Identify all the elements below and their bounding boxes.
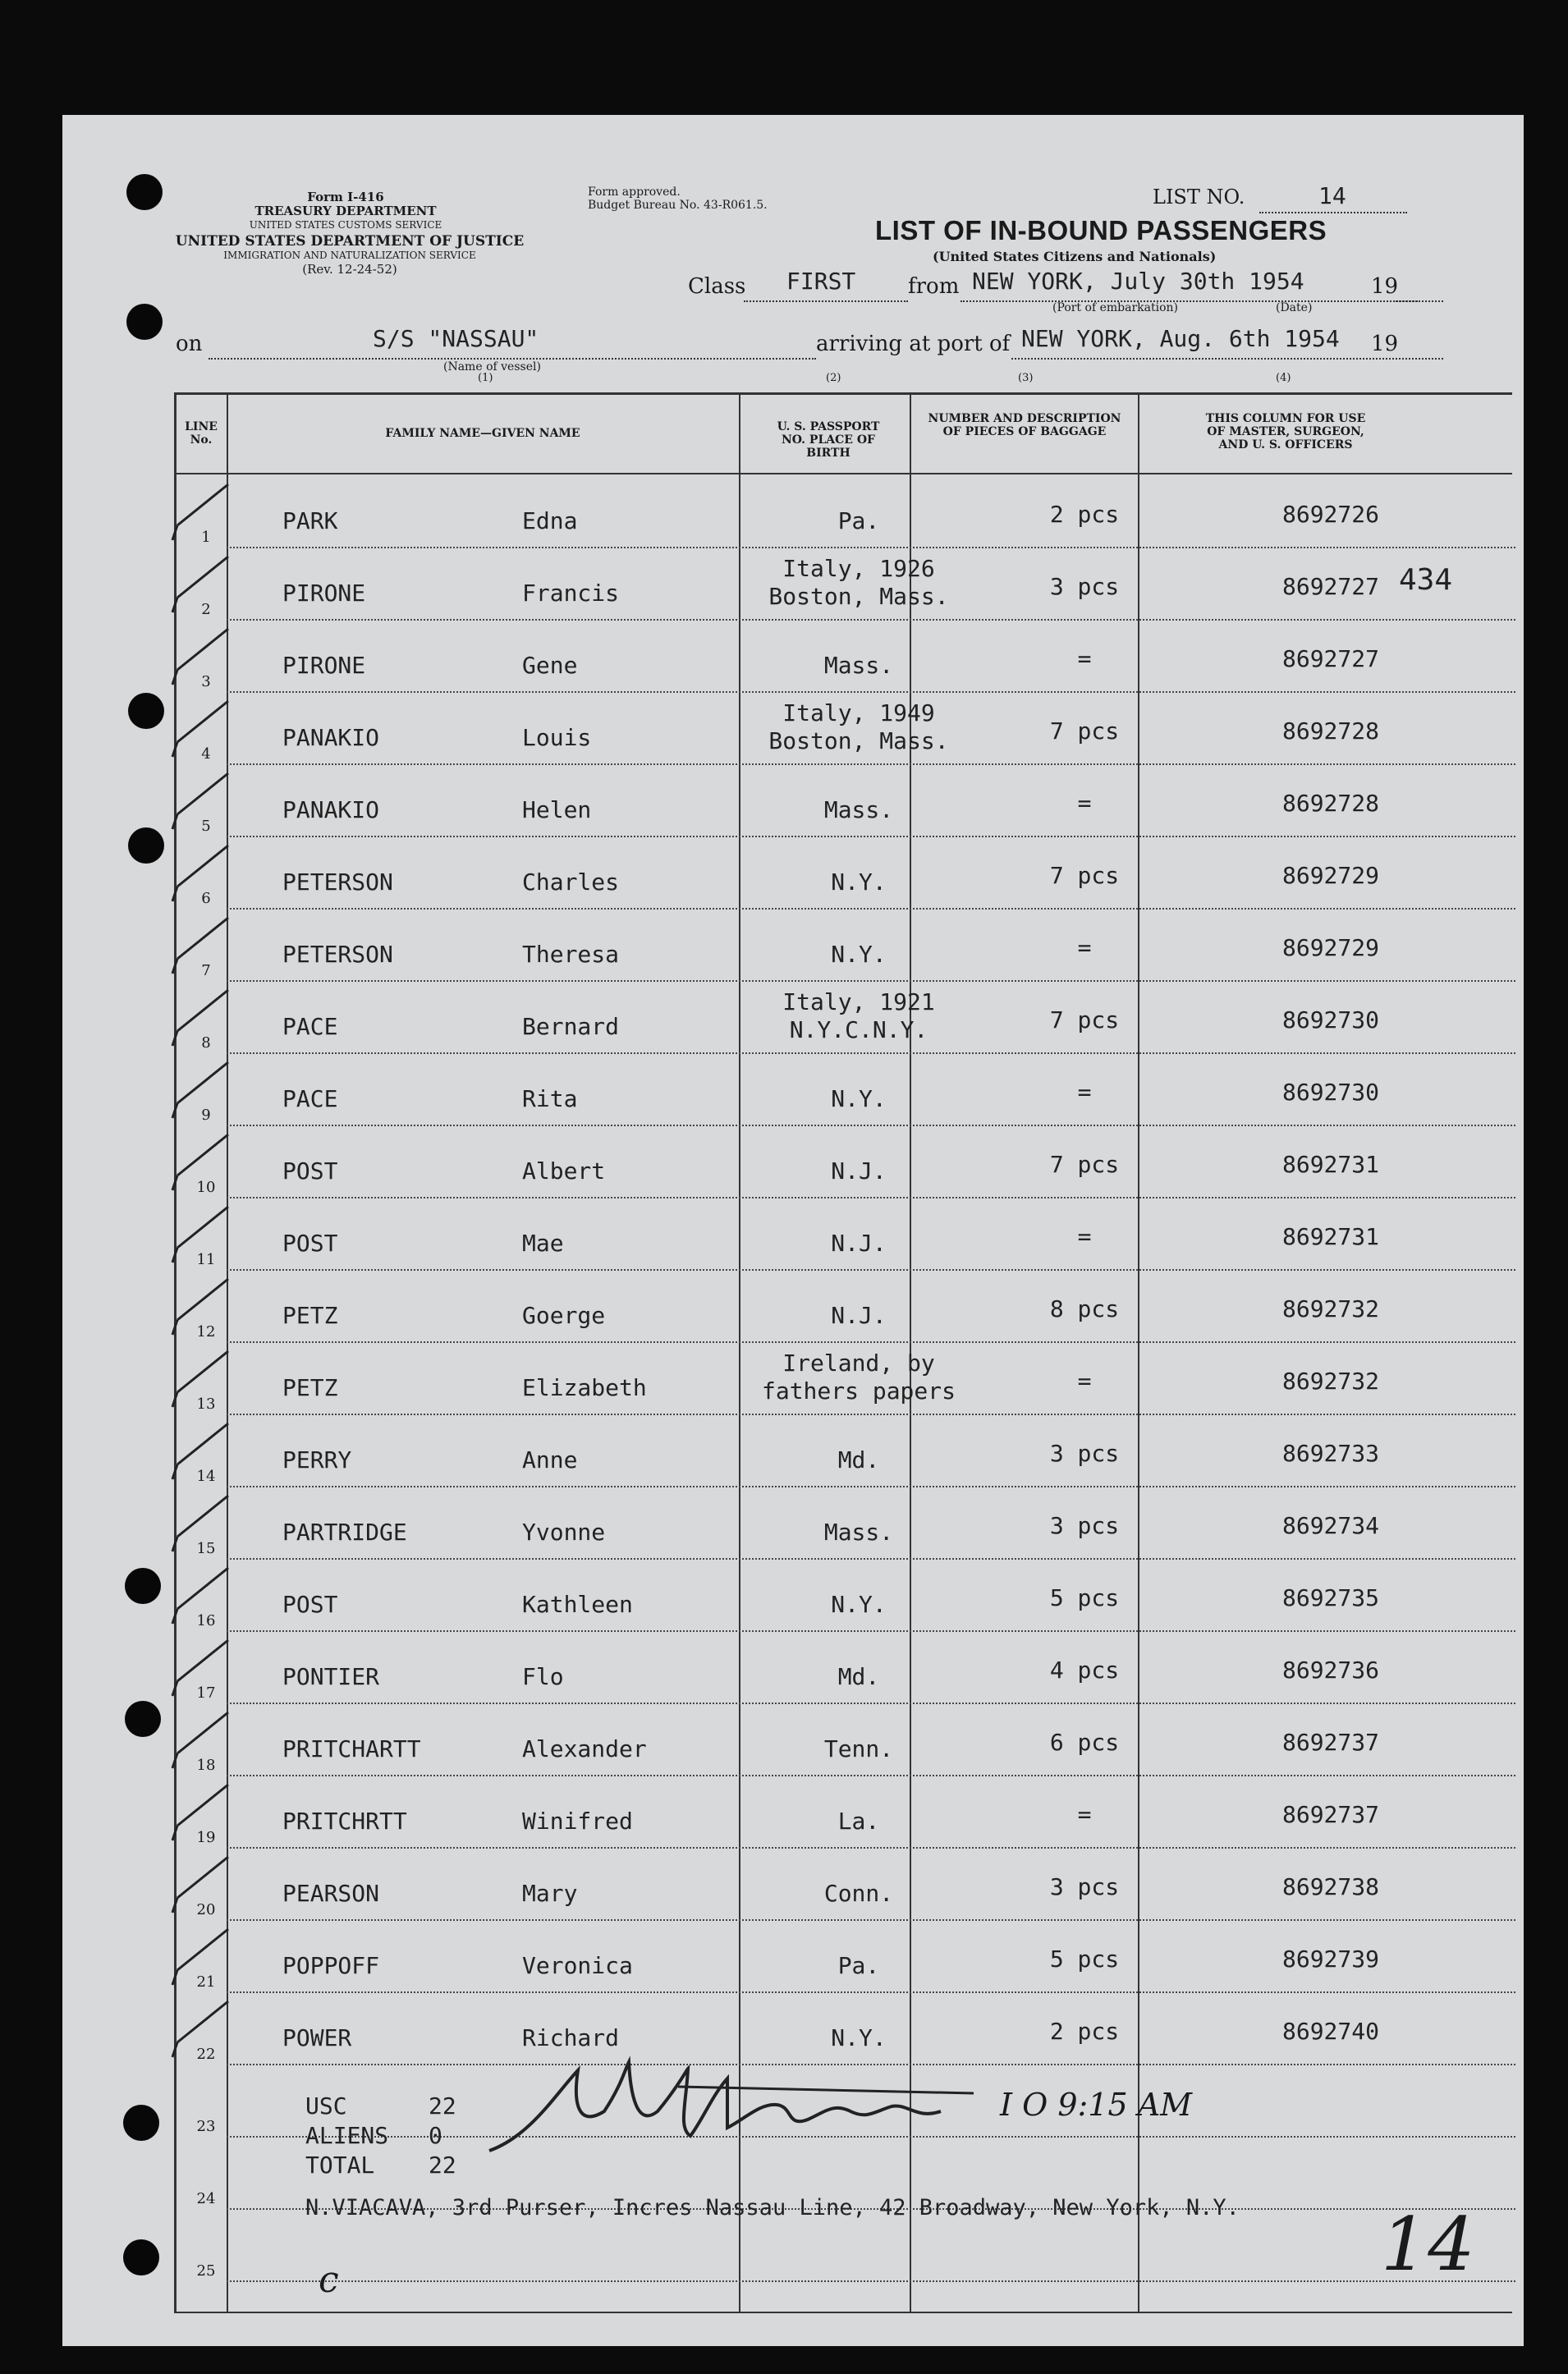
table-row xyxy=(62,1271,1524,1343)
line-number: 1 xyxy=(201,529,211,546)
col3-caption: (3) xyxy=(1018,372,1034,384)
margin-note: 434 xyxy=(1399,563,1453,597)
line-number: 24 xyxy=(196,2190,216,2207)
table-row xyxy=(62,1054,1524,1126)
officer-number: 8692729 xyxy=(1281,934,1379,961)
approved-text: Form approved. xyxy=(588,186,681,199)
justice-block xyxy=(169,235,530,277)
place-of-birth: N.Y. xyxy=(831,2024,887,2051)
given-name: Edna xyxy=(522,507,578,534)
officer-number: 8692737 xyxy=(1281,1801,1379,1828)
family-name: PANAKIO xyxy=(282,724,380,751)
baggage: 3 pcs xyxy=(1049,573,1120,600)
given-name: Yvonne xyxy=(522,1519,606,1546)
check-mark-icon xyxy=(169,1198,235,1271)
place-of-birth-line1: Italy, 1921 xyxy=(782,988,935,1015)
given-name: Winifred xyxy=(522,1808,633,1835)
list-no-underline xyxy=(1259,212,1407,213)
from-label: from xyxy=(908,274,960,299)
baggage: = xyxy=(1077,790,1092,817)
col1-caption: (1) xyxy=(478,372,493,384)
table-row xyxy=(62,2210,1524,2282)
given-name: Veronica xyxy=(522,1952,633,1979)
officer-number: 8692729 xyxy=(1281,862,1379,889)
family-name: PIRONE xyxy=(282,652,366,679)
family-name: PARTRIDGE xyxy=(282,1519,407,1546)
purser-footer: N.VIACAVA, 3rd Purser, Incres Nassau Line, 42 Broadway, New York, N.Y. xyxy=(305,2195,1240,2220)
given-name: Charles xyxy=(522,868,620,896)
line-number: 2 xyxy=(201,601,211,618)
year-underline-2 xyxy=(1396,358,1443,360)
place-of-birth-line1: Italy, 1926 xyxy=(782,555,935,582)
check-mark-icon xyxy=(169,837,235,910)
officer-number: 8692727 xyxy=(1281,573,1379,600)
col4-caption: (4) xyxy=(1276,372,1291,384)
baggage: 2 pcs xyxy=(1049,2018,1120,2045)
total-value: 22 xyxy=(429,2152,456,2179)
check-mark-icon xyxy=(169,765,235,837)
budget-bureau: Budget Bureau No. 43-R061.5. xyxy=(588,199,768,212)
family-name: PACE xyxy=(282,1085,338,1112)
ins-service: IMMIGRATION AND NATURALIZATION SERVICE xyxy=(223,250,476,261)
given-name: Goerge xyxy=(522,1302,606,1329)
table-row xyxy=(62,1343,1524,1415)
punch-hole xyxy=(126,174,163,210)
family-name: POPPOFF xyxy=(282,1952,380,1979)
baggage: 7 pcs xyxy=(1049,717,1120,745)
officer-number: 8692726 xyxy=(1281,501,1379,528)
col-header-passport: U. S. PASSPORT NO. PLACE OF BIRTH xyxy=(777,420,880,460)
place-of-birth: N.Y. xyxy=(831,941,887,968)
line-number: 14 xyxy=(196,1468,216,1485)
col-header-baggage: NUMBER AND DESCRIPTION OF PIECES OF BAGGAGE xyxy=(928,412,1121,438)
table-row xyxy=(62,837,1524,910)
from-underline xyxy=(961,300,1420,302)
table-top-border xyxy=(174,392,1512,395)
line-number: 9 xyxy=(201,1107,211,1124)
officer-number: 8692732 xyxy=(1281,1295,1379,1322)
place-of-birth-line2: N.Y.C.N.Y. xyxy=(789,1016,928,1043)
place-of-birth: Pa. xyxy=(837,1952,880,1979)
family-name: POWER xyxy=(282,2024,352,2051)
place-of-birth: Md. xyxy=(837,1663,880,1690)
table-row xyxy=(62,1126,1524,1198)
given-name: Richard xyxy=(522,2024,620,2051)
officer-number: 8692730 xyxy=(1281,1006,1379,1033)
check-mark-icon xyxy=(169,1921,235,1993)
vessel-caption: (Name of vessel) xyxy=(443,360,541,374)
year-prefix-2: 19 xyxy=(1371,332,1399,356)
check-mark-icon xyxy=(169,1704,235,1776)
check-mark-icon xyxy=(169,693,235,765)
given-name: Louis xyxy=(522,724,592,751)
baggage: = xyxy=(1077,1801,1092,1828)
line-number: 17 xyxy=(196,1684,216,1702)
stamp-note: I O 9:15 AM xyxy=(1000,2087,1193,2123)
line-number: 8 xyxy=(201,1034,211,1052)
place-of-birth: N.J. xyxy=(831,1230,887,1257)
officer-number: 8692728 xyxy=(1281,790,1379,817)
given-name: Alexander xyxy=(522,1735,647,1762)
given-name: Mae xyxy=(522,1230,564,1257)
check-mark-icon xyxy=(169,1343,235,1415)
page-title: LIST OF IN-BOUND PASSENGERS xyxy=(875,215,1327,245)
class-label: Class xyxy=(688,274,746,299)
family-name: PETZ xyxy=(282,1374,338,1401)
family-name: POST xyxy=(282,1157,338,1185)
check-mark-icon xyxy=(169,1487,235,1560)
col-header-officers: THIS COLUMN FOR USE OF MASTER, SURGEON, AND U. S. OFFICERS xyxy=(1205,412,1366,451)
list-no-label: LIST NO. xyxy=(1153,186,1245,209)
list-no-value: 14 xyxy=(1318,182,1346,209)
given-name: Francis xyxy=(522,580,620,607)
place-of-birth xyxy=(736,699,982,755)
family-name: PRITCHRTT xyxy=(282,1808,407,1835)
on-label: on xyxy=(176,332,203,356)
check-mark-icon xyxy=(169,1054,235,1126)
place-of-birth: Tenn. xyxy=(823,1735,894,1762)
line-number: 11 xyxy=(196,1251,216,1268)
form-id-block xyxy=(222,190,469,232)
punch-hole xyxy=(126,304,163,340)
baggage: 7 pcs xyxy=(1049,862,1120,889)
check-mark-icon xyxy=(169,621,235,693)
revision: (Rev. 12-24-52) xyxy=(302,262,397,277)
officer-number: 8692735 xyxy=(1281,1584,1379,1611)
baggage: 7 pcs xyxy=(1049,1006,1120,1033)
place-of-birth: Md. xyxy=(837,1446,880,1473)
officer-number: 8692728 xyxy=(1281,717,1379,745)
officer-number: 8692733 xyxy=(1281,1440,1379,1467)
date-caption: (Date) xyxy=(1276,301,1313,314)
officer-number: 8692738 xyxy=(1281,1873,1379,1900)
family-name: PERRY xyxy=(282,1446,352,1473)
usc-line xyxy=(305,2092,456,2121)
table-row xyxy=(62,693,1524,765)
place-of-birth: N.J. xyxy=(831,1157,887,1185)
check-mark-icon xyxy=(169,1776,235,1849)
port-embarkation-caption: (Port of embarkation) xyxy=(1052,301,1178,314)
given-name: Flo xyxy=(522,1663,564,1690)
place-of-birth: Mass. xyxy=(823,652,894,679)
officer-number: 8692730 xyxy=(1281,1079,1379,1106)
signature-image xyxy=(481,2054,990,2161)
place-of-birth: Mass. xyxy=(823,796,894,823)
baggage: 3 pcs xyxy=(1049,1440,1120,1467)
line-number: 6 xyxy=(201,890,211,907)
vessel-value: S/S "NASSAU" xyxy=(373,325,539,352)
family-name: PETERSON xyxy=(282,868,393,896)
usc-label: USC xyxy=(305,2092,347,2120)
check-mark-icon xyxy=(169,548,235,621)
place-of-birth: Conn. xyxy=(823,1880,894,1907)
given-name: Bernard xyxy=(522,1013,620,1040)
line-number: 7 xyxy=(201,962,211,979)
table-row xyxy=(62,1632,1524,1704)
page-subtitle: (United States Citizens and Nationals) xyxy=(933,249,1217,264)
check-mark-icon xyxy=(169,1560,235,1632)
place-of-birth: Pa. xyxy=(837,507,880,534)
line-number: 19 xyxy=(196,1829,216,1846)
table-row xyxy=(62,548,1524,621)
baggage: = xyxy=(1077,1368,1092,1395)
baggage: 8 pcs xyxy=(1049,1295,1120,1322)
check-mark-icon xyxy=(169,1993,235,2065)
place-of-birth: N.Y. xyxy=(831,1591,887,1618)
line-number: 15 xyxy=(196,1540,216,1557)
check-mark-icon xyxy=(169,1415,235,1487)
customs-service: UNITED STATES CUSTOMS SERVICE xyxy=(249,219,442,231)
baggage: 2 pcs xyxy=(1049,501,1120,528)
baggage: 3 pcs xyxy=(1049,1873,1120,1900)
totals-block xyxy=(305,2092,456,2180)
officer-number: 8692732 xyxy=(1281,1368,1379,1395)
family-name: PEARSON xyxy=(282,1880,380,1907)
usc-value: 22 xyxy=(429,2092,456,2120)
officer-number: 8692734 xyxy=(1281,1512,1379,1539)
check-mark-icon xyxy=(169,910,235,982)
check-mark-icon xyxy=(169,982,235,1054)
line-number: 20 xyxy=(196,1901,216,1918)
arriving-value: NEW YORK, Aug. 6th 1954 xyxy=(1021,325,1340,352)
table-row xyxy=(62,982,1524,1054)
table-row xyxy=(62,1704,1524,1776)
line-number: 13 xyxy=(196,1396,216,1413)
corner-mark: c xyxy=(319,2259,339,2301)
line-number: 22 xyxy=(196,2046,216,2063)
year-prefix: 19 xyxy=(1371,274,1399,299)
table-row xyxy=(62,1776,1524,1849)
officer-number: 8692737 xyxy=(1281,1729,1379,1756)
given-name: Gene xyxy=(522,652,578,679)
family-name: POST xyxy=(282,1230,338,1257)
justice-dept: UNITED STATES DEPARTMENT OF JUSTICE xyxy=(175,233,525,250)
col-header-line-no: LINE No. xyxy=(185,420,218,447)
officer-number: 8692736 xyxy=(1281,1657,1379,1684)
treasury-dept: TREASURY DEPARTMENT xyxy=(254,204,437,218)
table-bottom-border xyxy=(174,2312,1512,2313)
officer-number: 8692740 xyxy=(1281,2018,1379,2045)
line-number: 25 xyxy=(196,2262,216,2280)
aliens-line xyxy=(305,2121,456,2151)
line-number: 16 xyxy=(196,1612,216,1629)
line-number: 23 xyxy=(196,2118,216,2135)
year-underline xyxy=(1396,300,1443,302)
given-name: Mary xyxy=(522,1880,578,1907)
table-row xyxy=(62,1415,1524,1487)
aliens-value: 0 xyxy=(429,2122,442,2149)
check-mark-icon xyxy=(169,1632,235,1704)
family-name: PONTIER xyxy=(282,1663,380,1690)
check-mark-icon xyxy=(169,1126,235,1198)
line-number: 5 xyxy=(201,818,211,835)
baggage: 5 pcs xyxy=(1049,1945,1120,1973)
given-name: Rita xyxy=(522,1085,578,1112)
baggage: 4 pcs xyxy=(1049,1657,1120,1684)
table-row xyxy=(62,1487,1524,1560)
line-number: 3 xyxy=(201,673,211,690)
given-name: Kathleen xyxy=(522,1591,633,1618)
table-row xyxy=(62,1198,1524,1271)
total-label: TOTAL xyxy=(305,2152,375,2179)
given-name: Elizabeth xyxy=(522,1374,647,1401)
table-row xyxy=(62,765,1524,837)
place-of-birth xyxy=(736,555,982,611)
officer-number: 8692739 xyxy=(1281,1945,1379,1973)
table-row xyxy=(62,621,1524,693)
place-of-birth: La. xyxy=(837,1808,880,1835)
table-row xyxy=(62,910,1524,982)
place-of-birth xyxy=(736,988,982,1044)
officer-number: 8692727 xyxy=(1281,645,1379,672)
place-of-birth: N.J. xyxy=(831,1302,887,1329)
table-row xyxy=(62,1560,1524,1632)
baggage: = xyxy=(1077,934,1092,961)
baggage: = xyxy=(1077,645,1092,672)
place-of-birth-line1: Italy, 1949 xyxy=(782,699,935,726)
form-number: Form I-416 xyxy=(307,190,384,204)
class-value: FIRST xyxy=(786,268,856,295)
given-name: Theresa xyxy=(522,941,620,968)
total-line xyxy=(305,2151,456,2180)
table-row xyxy=(62,1921,1524,1993)
line-number: 12 xyxy=(196,1323,216,1341)
baggage: 6 pcs xyxy=(1049,1729,1120,1756)
place-of-birth-line2: fathers papers xyxy=(761,1377,956,1405)
given-name: Albert xyxy=(522,1157,606,1185)
family-name: PETZ xyxy=(282,1302,338,1329)
line-number: 4 xyxy=(201,745,211,763)
baggage: = xyxy=(1077,1079,1092,1106)
place-of-birth-line2: Boston, Mass. xyxy=(768,583,949,610)
page-mark: 14 xyxy=(1381,2202,1475,2288)
approval-block xyxy=(588,186,768,212)
family-name: PARK xyxy=(282,507,338,534)
from-value: NEW YORK, July 30th 1954 xyxy=(972,268,1304,295)
family-name: PRITCHARTT xyxy=(282,1735,421,1762)
header-bottom-border xyxy=(174,473,1512,474)
check-mark-icon xyxy=(169,476,235,548)
check-mark-icon xyxy=(169,1849,235,1921)
arriving-label: arriving at port of xyxy=(816,332,1011,356)
line-number: 10 xyxy=(196,1179,216,1196)
family-name: PANAKIO xyxy=(282,796,380,823)
family-name: POST xyxy=(282,1591,338,1618)
check-mark-icon xyxy=(169,1271,235,1343)
place-of-birth-line2: Boston, Mass. xyxy=(768,727,949,754)
class-underline xyxy=(744,300,908,302)
family-name: PETERSON xyxy=(282,941,393,968)
baggage: = xyxy=(1077,1223,1092,1250)
document-page xyxy=(62,115,1524,2346)
baggage: 3 pcs xyxy=(1049,1512,1120,1539)
place-of-birth-line1: Ireland, by xyxy=(782,1350,935,1377)
family-name: PACE xyxy=(282,1013,338,1040)
officer-number: 8692731 xyxy=(1281,1151,1379,1178)
place-of-birth: N.Y. xyxy=(831,868,887,896)
baggage: 5 pcs xyxy=(1049,1584,1120,1611)
table-row xyxy=(62,1849,1524,1921)
place-of-birth: N.Y. xyxy=(831,1085,887,1112)
given-name: Helen xyxy=(522,796,592,823)
given-name: Anne xyxy=(522,1446,578,1473)
family-name: PIRONE xyxy=(282,580,366,607)
line-number: 18 xyxy=(196,1757,216,1774)
place-of-birth: Mass. xyxy=(823,1519,894,1546)
place-of-birth xyxy=(736,1350,982,1405)
line-number: 21 xyxy=(196,1973,216,1991)
table-row xyxy=(62,476,1524,548)
col-header-name: FAMILY NAME—GIVEN NAME xyxy=(385,427,580,440)
aliens-label: ALIENS xyxy=(305,2122,389,2149)
officer-number: 8692731 xyxy=(1281,1223,1379,1250)
baggage: 7 pcs xyxy=(1049,1151,1120,1178)
col2-caption: (2) xyxy=(826,372,841,384)
arriving-underline xyxy=(1011,358,1420,360)
